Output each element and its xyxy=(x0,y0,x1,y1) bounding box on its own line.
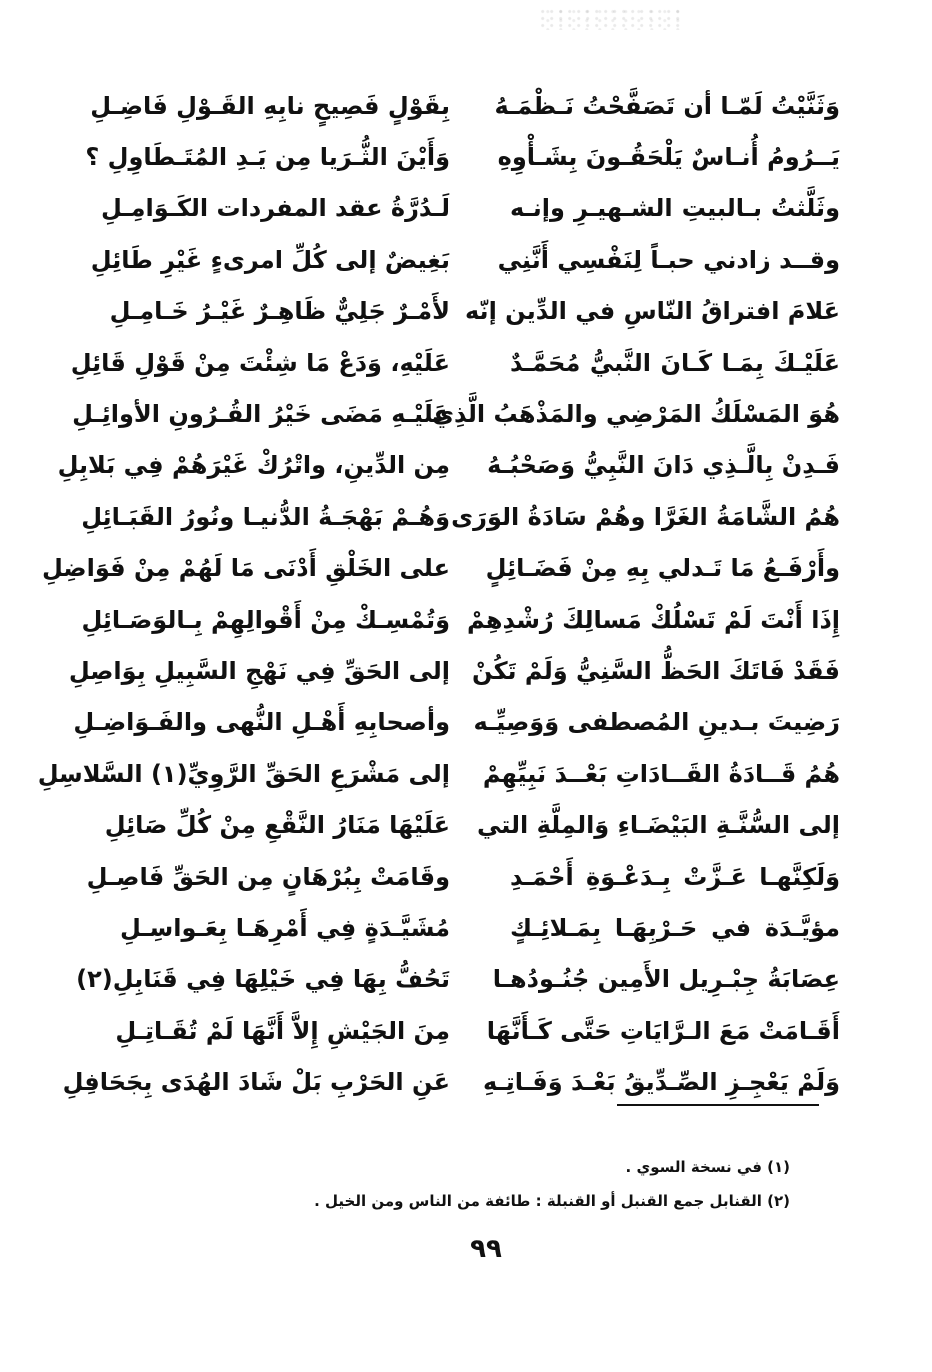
second-hemistich: وأصحابِهِ أَهْـلِ النُّهى والفَـوَاضِـلِ xyxy=(73,708,450,737)
first-hemistich: مؤيَّـدَة في حَـرْبِهَـا بِمَـلائِـكٍ xyxy=(510,913,840,942)
verse-line xyxy=(81,594,840,645)
second-hemistich: إلى الحَقِّ فِي نَهْجِ السَّبِيلِ بِوَاصِلِ xyxy=(68,656,450,685)
first-hemistich: هُوَ المَسْلَكُ المَرْضِي والمَذْهَبُ الَّذِي xyxy=(432,400,840,429)
first-hemistich: وثَلَّثتُ بـالبيتِ الشـهيـرِ وإنـه xyxy=(510,194,840,223)
first-hemistich: وَثَنَّيْتُ لَمّـا أن تَصَفَّحْتُ نَـظْمَـهُ xyxy=(494,91,840,120)
verse-line xyxy=(70,337,840,388)
first-hemistich: عَلامَ افتراقُ النّاسِ في الدِّين إنّه xyxy=(465,297,840,326)
first-hemistich: فَـدِنْ بِالَّـذِي دَانَ النَّبِيُّ وَصَحْبُـهُ xyxy=(487,451,840,480)
second-hemistich: وَهُـمْ بَهْجَـةُ الدُّنيـا ونُورُ القَبَـائِلِ xyxy=(81,502,450,531)
second-hemistich: بِقَوْلٍ فَصِيحٍ نابِهِ القَـوْلِ فَاضِـلِ xyxy=(90,91,450,120)
second-hemistich: بَغِيضٌ إلى كُلِّ امرىءٍ غَيْرِ طَائِلِ xyxy=(90,245,450,274)
footnote-1: (١) في نسخة السوي . xyxy=(625,1158,790,1176)
first-hemistich: وَلَمْ يَعْجِـزِ الصِّـدِّيقُ بَعْـدَ وَفَـاتِـهِ xyxy=(483,1068,840,1097)
first-hemistich: وأَرْفَـعُ مَا تَـدلي بِهِ مِنْ فَضَـائِلٍ xyxy=(485,554,840,583)
first-hemistich: عِصَابَةُ جِبْـرِيل الأَمِين جُنُـودُهـا xyxy=(492,965,840,994)
first-hemistich: إلى السُّنَّـةِ البَيْضَـاءِ وَالمِلَّةِ التي xyxy=(476,811,840,840)
second-hemistich: إلى مَشْرَعِ الحَقِّ الرَّوِيِّ(١) السَّلاسِلِ xyxy=(37,759,450,788)
poem xyxy=(37,80,840,1108)
footnotes xyxy=(260,1150,790,1218)
second-hemistich: مِنَ الجَيْشِ إِلاَّ أَنَّهَا لَمْ تُقَـاتِـلِ xyxy=(115,1016,450,1045)
first-hemistich: يَــرُومُ أُنـاسٌ يَلْحَقُـونَ بِشَـأْوِهِ xyxy=(497,143,840,172)
second-hemistich: وقَامَتْ بِبُرْهَانٍ مِن الحَقِّ فَاصِـلِ xyxy=(86,862,450,891)
verse-line xyxy=(81,491,840,542)
verse-line xyxy=(120,902,840,953)
page-number: ٩٩ xyxy=(470,1234,502,1264)
verse-line xyxy=(85,131,840,182)
first-hemistich: وَلَكِنَّهـا عَـزَّتْ بِـدَعْـوَةِ أَحْمَـدِ xyxy=(510,862,840,891)
second-hemistich: وَتُمْسِـكْ مِنْ أَقْوالِهِمْ بِـالوَصَـائِلِ xyxy=(81,605,450,634)
verse-line xyxy=(115,1005,840,1056)
verse-line xyxy=(41,543,840,594)
second-hemistich: مُشَيَّـدَةٍ فِي أَمْرِهَـا بِعَـواسِـلِ xyxy=(120,913,450,942)
second-hemistich: تَحُفُّ بِهَا فِي خَيْلِهَا فِي قَنَابِلِ(٢) xyxy=(76,965,450,994)
second-hemistich: مِن الدِّينِ، واتْرُكْ غَيْرَهُمْ فِي بَلابِلِ xyxy=(57,451,450,480)
first-hemistich: هُمُ قَــادَةُ القَــادَاتِ بَعْــدَ نَبِيِّهِمْ xyxy=(482,759,840,788)
verse-line xyxy=(86,851,840,902)
verse-line xyxy=(100,183,840,234)
first-hemistich: فَقَدْ فَاتَكَ الحَظُّ السَّنِيُّ وَلَمْ تَكُنْ xyxy=(471,656,840,685)
first-hemistich: رَضِيتَ بـدينِ المُصطفى وَوَصِيِّـه xyxy=(473,708,840,737)
first-hemistich: أَقَـامَتْ مَعَ الـرَّايَاتِ حَتَّى كَـأَنَّهَا xyxy=(486,1016,840,1045)
footnote-2: (٢) القنابل جمع القنبل أو القنبلة : طائفة من الناس ومن الخيل . xyxy=(314,1192,790,1210)
verse-line xyxy=(109,286,840,337)
second-hemistich: لأَمْـرٌ جَلِيٌّ ظَاهِـرٌ غَيْـرُ خَـامِـلِ xyxy=(109,297,450,326)
second-hemistich: وَأَيْنَ الثُّـرَيا مِن يَـدِ المُتَـطَاوِلِ ؟ xyxy=(85,143,450,172)
scan-noise xyxy=(540,8,680,30)
second-hemistich: عَلَيْهِ، وَدَعْ مَا شِئْتَ مِنْ قَوْلِ قَائِلِ xyxy=(70,348,450,377)
verse-line xyxy=(57,440,840,491)
second-hemistich: عَلَيْهَا مَنَارُ النَّقْعِ مِنْ كُلِّ صَائِلِ xyxy=(104,811,450,840)
verse-line xyxy=(90,234,840,285)
second-hemistich: لَـدُرَّةُ عقد المفردات الكَـوَامِـلِ xyxy=(100,194,450,223)
footnote-separator xyxy=(617,1104,819,1106)
first-hemistich: هُمُ الشَّامَةُ الغَرَّا وهُمْ سَادَةُ الوَرَى xyxy=(451,502,840,531)
verse-line xyxy=(72,388,840,439)
verse-line xyxy=(73,697,840,748)
verse-line xyxy=(62,1056,840,1107)
verse-line xyxy=(37,748,840,799)
verse-line xyxy=(76,954,840,1005)
first-hemistich: عَلَيْـكَ بِمَـا كَـانَ النَّبيُّ مُحَمَّـدٌ xyxy=(510,348,840,377)
second-hemistich: عَلَيْـهِ مَضَى خَيْرُ القُـرُونِ الأوائِـلِ xyxy=(72,400,450,429)
second-hemistich: عَنِ الحَرْبِ بَلْ شَادَ الهُدَى بِجَحَافِلِ xyxy=(62,1068,450,1097)
second-hemistich: على الخَلْقِ أَدْنَى مَا لَهُمْ مِنْ فَوَاضِلِ xyxy=(41,554,450,583)
verse-line xyxy=(104,799,840,850)
first-hemistich: إِذَا أَنْتَ لَمْ تَسْلُكْ مَسالِكَ رُشْدِهِمْ xyxy=(467,605,840,634)
verse-line xyxy=(90,80,840,131)
verse-line xyxy=(68,645,840,696)
first-hemistich: وقــد زادني حبـاً لِنَفْسِي أَنَّنِي xyxy=(497,245,840,274)
